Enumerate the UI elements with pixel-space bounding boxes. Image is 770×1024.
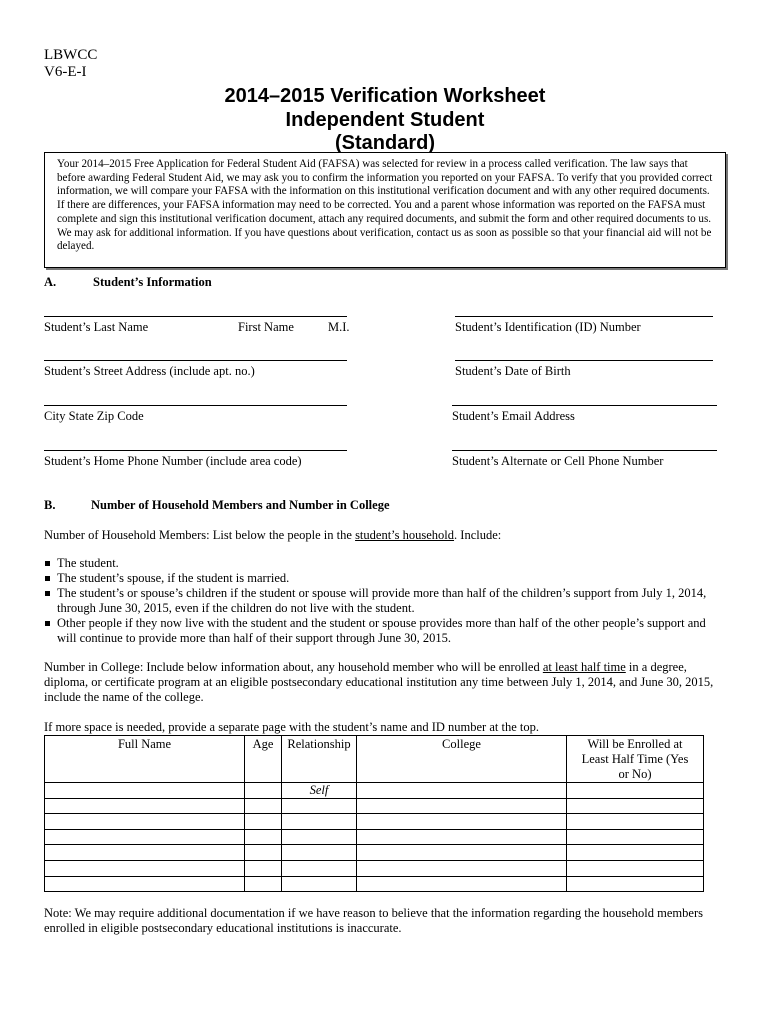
enrolled-cell[interactable] bbox=[567, 798, 704, 814]
space-note: If more space is needed, provide a separate page with the student’s name and ID number at the top. bbox=[44, 720, 539, 734]
list-item: Other people if they now live with the student and the student or spouse provides more than half of the other people’s support and will continue to provide more than half of their support through June 30, 2015. bbox=[44, 616, 724, 646]
section-b-title: Number of Household Members and Number in College bbox=[91, 498, 390, 512]
section-b-letter: B. bbox=[44, 498, 56, 512]
college-cell[interactable] bbox=[357, 783, 567, 799]
relationship-cell[interactable] bbox=[282, 814, 357, 830]
household-member-list bbox=[44, 556, 724, 646]
age-cell[interactable] bbox=[245, 845, 282, 861]
full-name-header: Full Name bbox=[45, 736, 245, 783]
table-row bbox=[45, 829, 704, 845]
table-row bbox=[45, 814, 704, 830]
enrolled-header: Will be Enrolled at Least Half Time (Yes or No) bbox=[567, 736, 704, 783]
section-a-title: Student’s Information bbox=[93, 275, 212, 289]
age-cell[interactable] bbox=[245, 798, 282, 814]
email-label: Student’s Email Address bbox=[452, 409, 575, 423]
relationship-cell[interactable] bbox=[282, 829, 357, 845]
college-cell[interactable] bbox=[357, 845, 567, 861]
page-subtitle-standard: (Standard) bbox=[335, 132, 435, 154]
last-name-label: Student’s Last Name bbox=[44, 320, 149, 334]
relationship-header: Relationship bbox=[282, 736, 357, 783]
enrolled-cell[interactable] bbox=[567, 814, 704, 830]
table-row bbox=[45, 876, 704, 892]
relationship-cell-self: Self bbox=[282, 783, 357, 799]
documentation-note: Note: We may require additional documentation if we have reason to believe that the information regarding the household members enrolled in eligible postsecondary educational institutions is inaccurate. bbox=[44, 906, 703, 935]
mi-label: M.I. bbox=[328, 320, 350, 334]
college-header: College bbox=[357, 736, 567, 783]
page-title: 2014–2015 Verification Worksheet bbox=[224, 85, 546, 107]
date-of-birth-label: Student’s Date of Birth bbox=[455, 364, 571, 378]
student-id-field[interactable] bbox=[455, 316, 713, 317]
student-id-label: Student’s Identification (ID) Number bbox=[455, 320, 641, 334]
half-time-term: at least half time bbox=[542, 660, 626, 674]
home-phone-label: Student’s Home Phone Number (include area code) bbox=[44, 454, 302, 468]
page-subtitle: Independent Student bbox=[285, 109, 485, 131]
home-phone-field[interactable] bbox=[44, 450, 347, 451]
date-of-birth-field[interactable] bbox=[455, 360, 713, 361]
enrolled-cell[interactable] bbox=[567, 845, 704, 861]
section-a-letter: A. bbox=[44, 275, 57, 289]
alt-phone-label: Student’s Alternate or Cell Phone Number bbox=[452, 454, 664, 468]
relationship-cell[interactable] bbox=[282, 860, 357, 876]
street-address-label: Student’s Street Address (include apt. no.) bbox=[44, 364, 255, 378]
alt-phone-field[interactable] bbox=[452, 450, 717, 451]
list-item: The student’s spouse, if the student is married. bbox=[44, 571, 724, 586]
first-name-label: First Name bbox=[238, 320, 294, 334]
age-cell[interactable] bbox=[245, 876, 282, 892]
age-header: Age bbox=[245, 736, 282, 783]
enrolled-cell[interactable] bbox=[567, 829, 704, 845]
name-cell[interactable] bbox=[45, 798, 245, 814]
age-cell[interactable] bbox=[245, 860, 282, 876]
relationship-cell[interactable] bbox=[282, 845, 357, 861]
name-cell[interactable] bbox=[45, 860, 245, 876]
name-cell[interactable] bbox=[45, 876, 245, 892]
table-row bbox=[45, 860, 704, 876]
city-state-zip-label: City State Zip Code bbox=[44, 409, 144, 423]
street-address-field[interactable] bbox=[44, 360, 347, 361]
relationship-cell[interactable] bbox=[282, 798, 357, 814]
table-row bbox=[45, 783, 704, 799]
list-item: The student’s or spouse’s children if the student or spouse will provide more than half of the children’s support from July 1, 2014, through June 30, 2015, even if the children do not live with the student. bbox=[44, 586, 724, 616]
list-item: The student. bbox=[44, 556, 724, 571]
household-table bbox=[44, 735, 704, 892]
household-intro: Number of Household Members: List below the people in the student’s household. Include: bbox=[44, 528, 502, 542]
table-header-row bbox=[45, 736, 704, 783]
enrolled-cell[interactable] bbox=[567, 876, 704, 892]
age-cell[interactable] bbox=[245, 783, 282, 799]
college-cell[interactable] bbox=[357, 814, 567, 830]
table-row bbox=[45, 798, 704, 814]
last-name-field[interactable] bbox=[44, 316, 347, 317]
students-household-term: student’s household bbox=[355, 528, 455, 542]
enrolled-cell[interactable] bbox=[567, 783, 704, 799]
name-cell[interactable] bbox=[45, 814, 245, 830]
name-cell[interactable] bbox=[45, 783, 245, 799]
city-state-zip-field[interactable] bbox=[44, 405, 347, 406]
enrolled-cell[interactable] bbox=[567, 860, 704, 876]
college-cell[interactable] bbox=[357, 876, 567, 892]
table-row bbox=[45, 845, 704, 861]
college-cell[interactable] bbox=[357, 860, 567, 876]
email-field[interactable] bbox=[452, 405, 717, 406]
name-cell[interactable] bbox=[45, 845, 245, 861]
form-code: LBWCC bbox=[44, 47, 98, 63]
name-cell[interactable] bbox=[45, 829, 245, 845]
age-cell[interactable] bbox=[245, 829, 282, 845]
college-cell[interactable] bbox=[357, 829, 567, 845]
college-cell[interactable] bbox=[357, 798, 567, 814]
intro-notice: Your 2014–2015 Free Application for Federal Student Aid (FAFSA) was selected for review in a process called verification. The law says that before awarding Federal Student Aid, we may ask you to confirm the information you reported on your FAFSA. To verify that you provided correct information, we will compare your FAFSA with the information on this institutional verification document and with any other required documents. If there are differences, your FAFSA information may need to be corrected. You and a parent whose information was reported on the FAFSA must complete and sign this institutional verification document, attach any required documents, and submit the form and other required documents to us. We may ask for additional information. If you have questions about verification, contact us as soon as possible so that your financial aid will not be delayed. bbox=[44, 152, 726, 268]
age-cell[interactable] bbox=[245, 814, 282, 830]
number-in-college-text: Number in College: Include below information about, any household member who will be enrolled at least half time in a degree, diploma, or certificate program at an eligible postsecondary educational institution any time between July 1, 2014, and June 30, 2015, include the name of the college. bbox=[44, 660, 714, 704]
relationship-cell[interactable] bbox=[282, 876, 357, 892]
form-version: V6-E-I bbox=[44, 64, 87, 80]
